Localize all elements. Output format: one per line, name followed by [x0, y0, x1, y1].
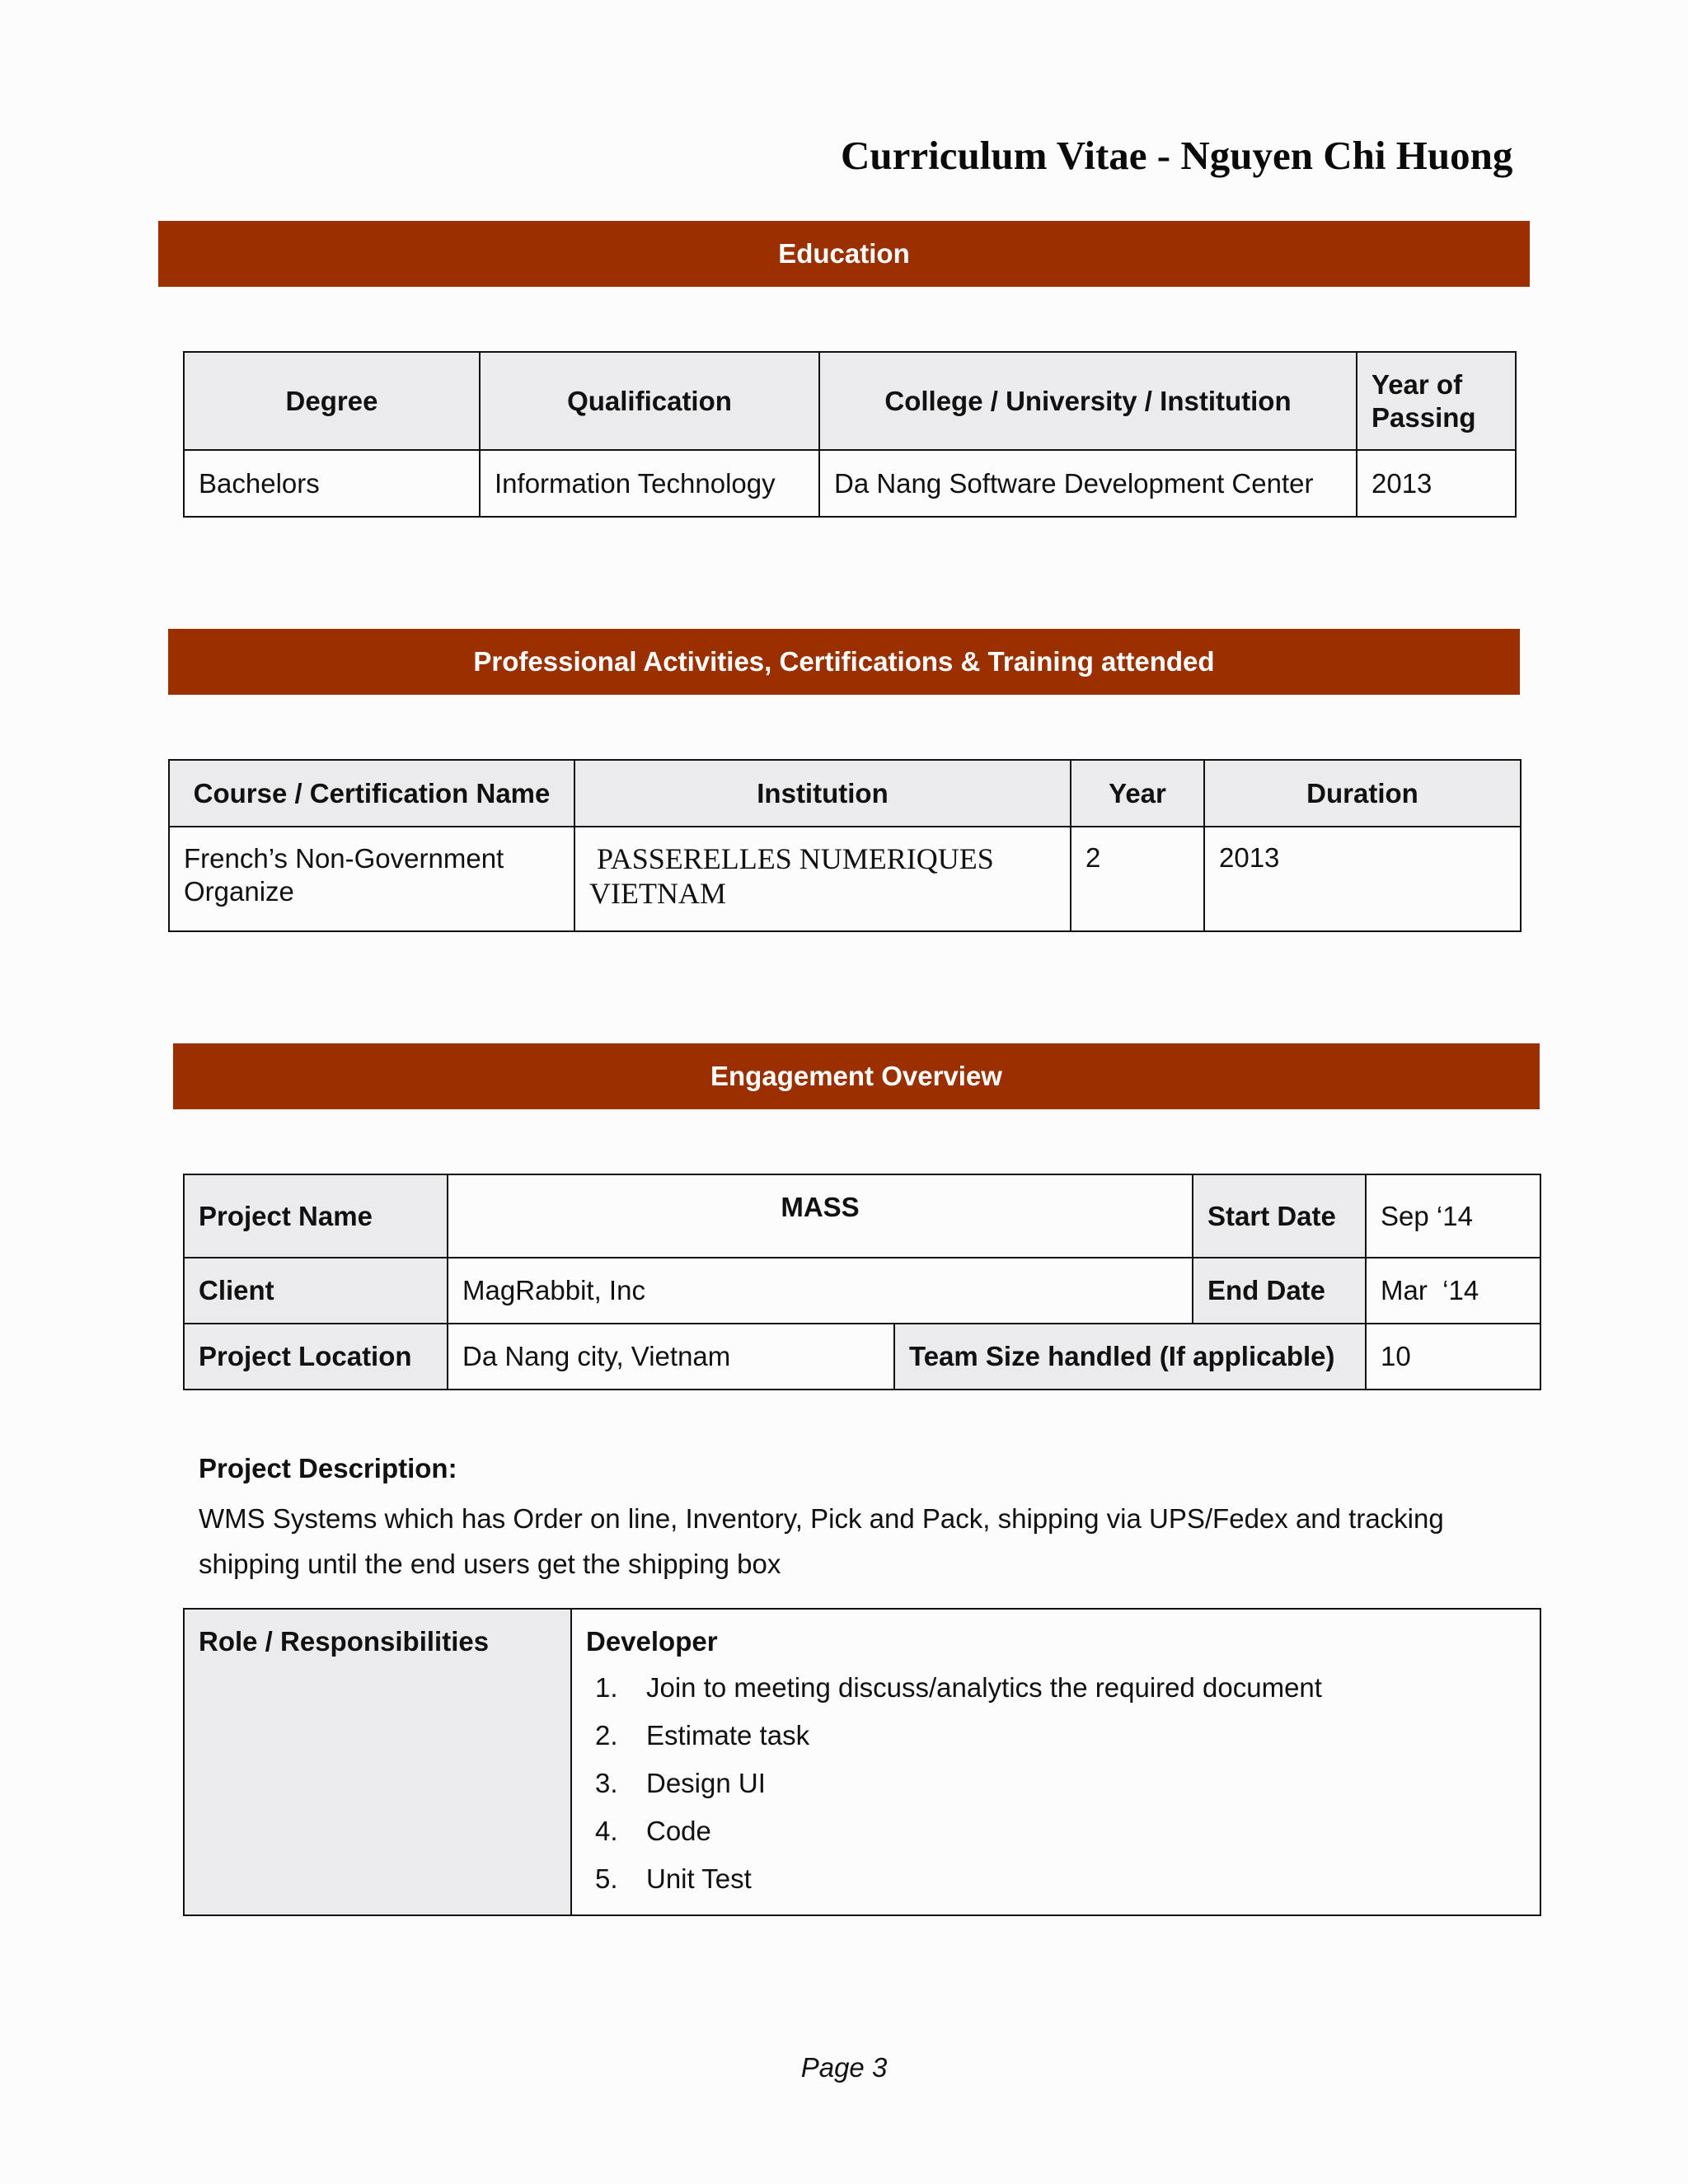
list-item	[586, 1760, 1526, 1807]
education-header-institution: College / University / Institution	[819, 352, 1357, 450]
role-title: Developer	[586, 1626, 718, 1657]
education-qualification-cell: Information Technology	[480, 450, 819, 517]
certifications-table	[168, 759, 1522, 932]
location-row	[184, 1324, 1540, 1390]
professional-section-header: Professional Activities, Certifications & Training attended	[168, 629, 1520, 695]
certification-duration-cell: 2013	[1204, 827, 1521, 931]
certifications-header-duration: Duration	[1204, 760, 1521, 827]
list-item-number: 4.	[595, 1816, 618, 1846]
education-year-cell: 2013	[1357, 450, 1516, 517]
certifications-header-row	[169, 760, 1521, 827]
education-degree-cell: Bachelors	[184, 450, 480, 517]
certifications-header-institution: Institution	[574, 760, 1071, 827]
list-item-text: Code	[646, 1816, 711, 1846]
project-name-label: Project Name	[184, 1174, 448, 1258]
list-item	[586, 1712, 1526, 1760]
list-item-number: 2.	[595, 1720, 618, 1750]
list-item-text: Join to meeting discuss/analytics the required document	[646, 1672, 1322, 1703]
list-item	[586, 1664, 1526, 1712]
certification-course-cell: French’s Non-Government Organize	[169, 827, 574, 931]
education-section-header: Education	[158, 221, 1530, 287]
client-value: MagRabbit, Inc	[448, 1258, 1193, 1324]
list-item-text: Estimate task	[646, 1720, 810, 1750]
end-date-value: Mar ‘14	[1366, 1258, 1540, 1324]
table-row	[169, 827, 1521, 931]
education-institution-cell: Da Nang Software Development Center	[819, 450, 1357, 517]
project-name-row	[184, 1174, 1540, 1258]
project-location-label: Project Location	[184, 1324, 448, 1390]
client-label: Client	[184, 1258, 448, 1324]
list-item-number: 5.	[595, 1863, 618, 1894]
team-size-value: 10	[1366, 1324, 1540, 1390]
responsibilities-list	[586, 1664, 1526, 1903]
list-item	[586, 1807, 1526, 1855]
start-date-label: Start Date	[1193, 1174, 1366, 1258]
role-details	[571, 1609, 1540, 1915]
table-row	[184, 450, 1516, 517]
certifications-header-year: Year	[1071, 760, 1204, 827]
education-header-degree: Degree	[184, 352, 480, 450]
list-item-text: Design UI	[646, 1768, 766, 1798]
list-item-number: 3.	[595, 1768, 618, 1798]
engagement-table	[183, 1174, 1541, 1390]
project-description-text: WMS Systems which has Order on line, Inventory, Pick and Pack, shipping via UPS/Fedex and tracking shipping until the end users get the shipping box	[199, 1503, 1444, 1579]
role-label: Role / Responsibilities	[184, 1609, 571, 1915]
list-item-text: Unit Test	[646, 1863, 752, 1894]
team-size-label: Team Size handled (If applicable)	[894, 1324, 1366, 1390]
end-date-label: End Date	[1193, 1258, 1366, 1324]
project-description-label: Project Description:	[199, 1453, 457, 1483]
document-title: Curriculum Vitae - Nguyen Chi Huong	[841, 133, 1513, 178]
engagement-section-header: Engagement Overview	[173, 1043, 1540, 1109]
client-row	[184, 1258, 1540, 1324]
role-row	[184, 1609, 1540, 1915]
role-table	[183, 1608, 1541, 1916]
list-item-number: 1.	[595, 1672, 618, 1703]
certifications-header-course: Course / Certification Name	[169, 760, 574, 827]
education-header-row	[184, 352, 1516, 450]
education-header-qualification: Qualification	[480, 352, 819, 450]
certification-institution-cell: PASSERELLES NUMERIQUES VIETNAM	[574, 827, 1071, 931]
education-table	[183, 351, 1517, 518]
project-location-value: Da Nang city, Vietnam	[448, 1324, 894, 1390]
certification-year-cell: 2	[1071, 827, 1204, 931]
start-date-value: Sep ‘14	[1366, 1174, 1540, 1258]
page-number: Page 3	[800, 2052, 888, 2083]
project-name-value: MASS	[448, 1174, 1193, 1258]
list-item	[586, 1855, 1526, 1903]
education-header-year: Year of Passing	[1357, 352, 1516, 450]
